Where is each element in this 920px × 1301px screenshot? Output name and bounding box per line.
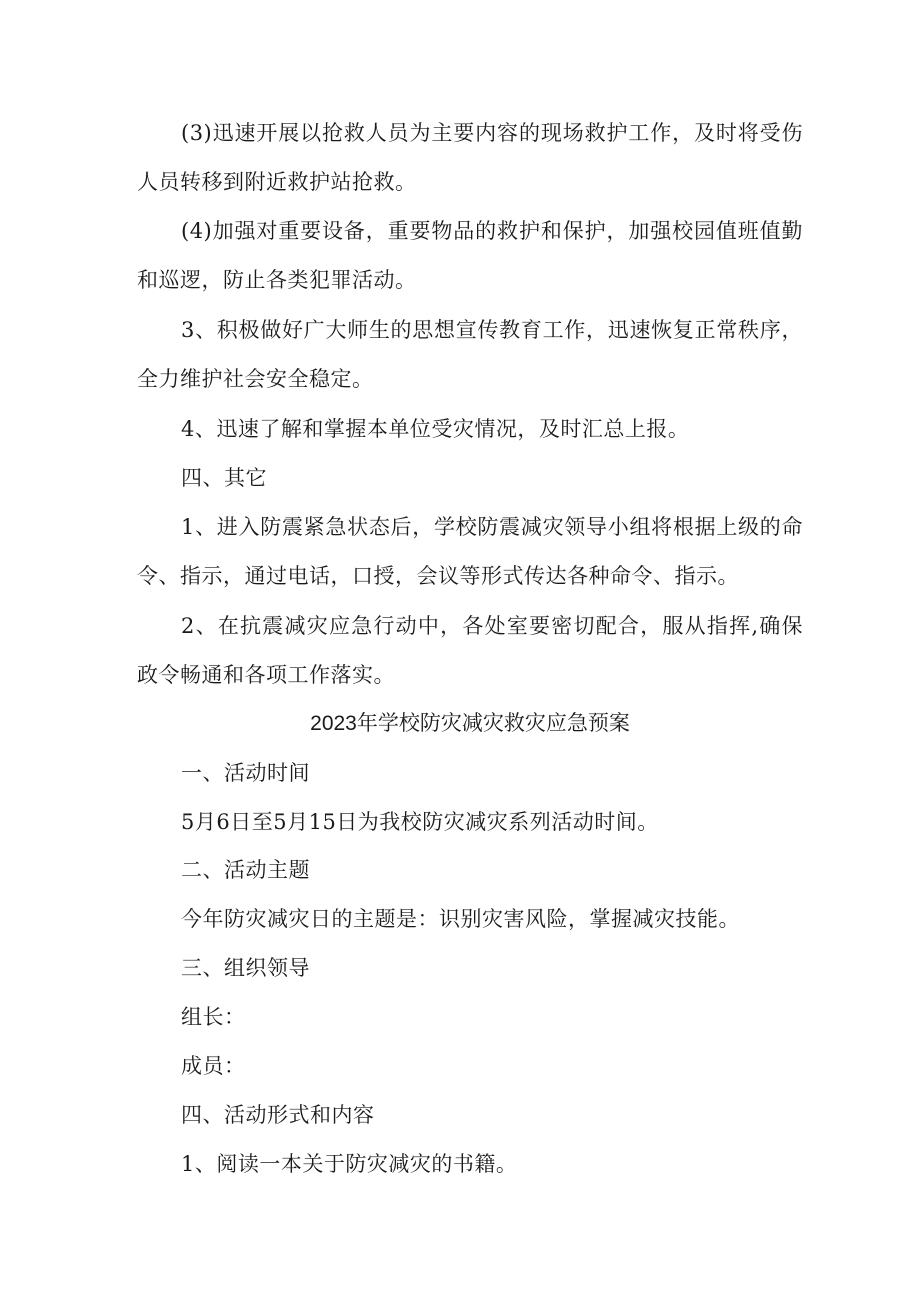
paragraph-line: (4)加强对重要设备，重要物品的救护和保护，加强校园值班值勤	[181, 219, 803, 243]
paragraph-line: 1、进入防震紧急状态后，学校防震减灾领导小组将根据上级的命	[181, 515, 803, 539]
paragraph-line: 全力维护社会安全稳定。	[137, 367, 374, 391]
paragraph-line: 今年防灾减灾日的主题是：识别灾害风险，掌握减灾技能。	[181, 907, 740, 931]
paragraph-line: 政令畅通和各项工作落实。	[137, 663, 395, 687]
paragraph-line: 3、积极做好广大师生的思想宣传教育工作，迅速恢复正常秩序，	[181, 318, 803, 342]
paragraph-line: 2、在抗震减灾应急行动中，各处室要密切配合，服从指挥,确保	[181, 614, 803, 638]
paragraph-line: 和巡逻，防止各类犯罪活动。	[137, 268, 417, 292]
paragraph-line: 成员：	[181, 1054, 246, 1078]
section-heading: 四、活动形式和内容	[181, 1103, 375, 1127]
document-title: 2023年学校防灾减灾救灾应急预案	[310, 712, 630, 735]
paragraph-line: 4、迅速了解和掌握本单位受灾情况，及时汇总上报。	[181, 417, 690, 441]
section-heading: 二、活动主题	[181, 858, 310, 882]
paragraph-line: 令、指示，通过电话，口授，会议等形式传达各种命令、指示。	[137, 564, 739, 588]
paragraph-line: 5月6日至5月15日为我校防灾减灾系列活动时间。	[181, 810, 659, 834]
paragraph-line: 人员转移到附近救护站抢救。	[137, 170, 417, 194]
paragraph-line: (3)迅速开展以抢救人员为主要内容的现场救护工作，及时将受伤	[181, 121, 803, 145]
section-heading: 一、活动时间	[181, 761, 310, 785]
section-heading: 三、组织领导	[181, 956, 310, 980]
section-heading: 四、其它	[181, 466, 267, 490]
paragraph-line: 组长：	[181, 1005, 246, 1029]
paragraph-line: 1、阅读一本关于防灾减灾的书籍。	[181, 1152, 518, 1176]
